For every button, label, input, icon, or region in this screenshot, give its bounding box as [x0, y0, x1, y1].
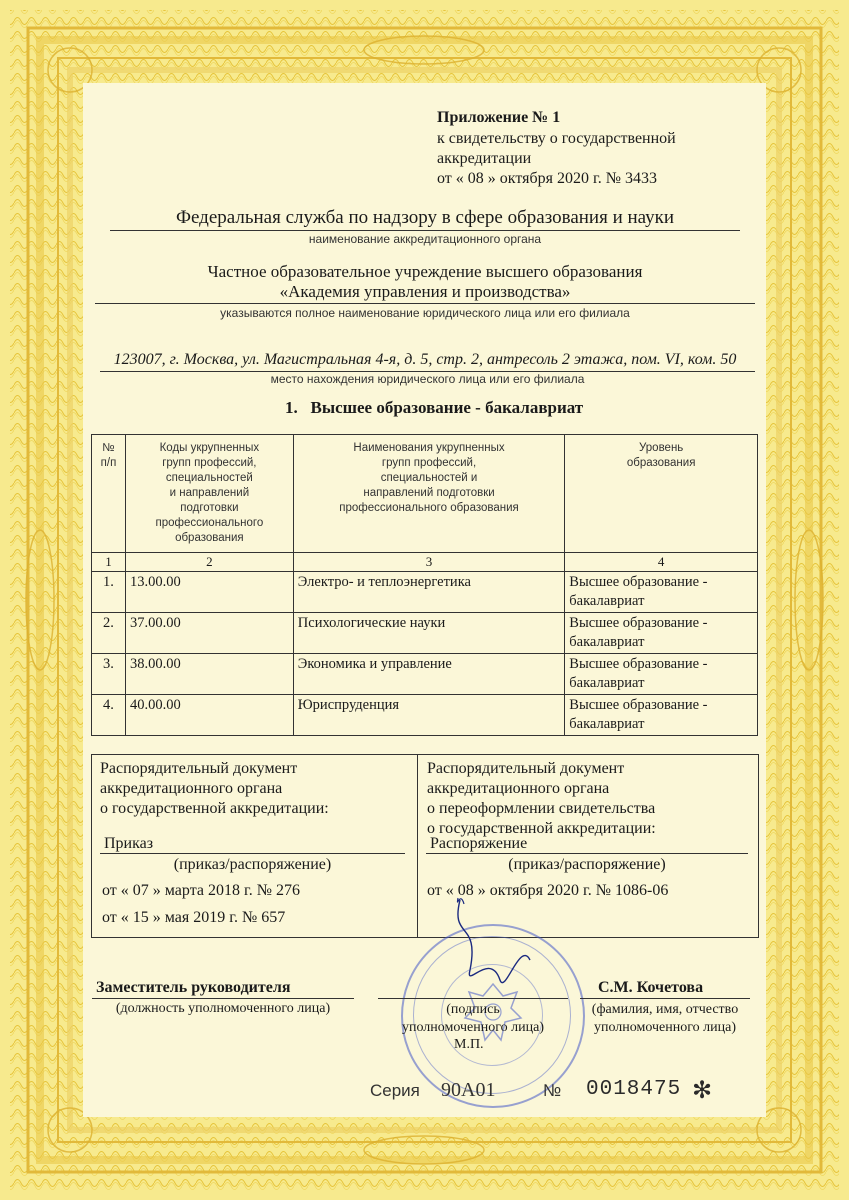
left-order-type: Приказ: [104, 835, 154, 852]
organization-line-2: «Академия управления и производства»: [279, 282, 571, 301]
table-row: [92, 654, 758, 695]
organization-line-1: Частное образовательное учреждение высшего образования: [207, 262, 643, 281]
row-code: 13.00.00: [125, 572, 293, 613]
header-names: Наименования укрупненных групп профессий, специальностей и направлений подготовки профессионального образования: [293, 435, 565, 553]
right-order-type: Распоряжение: [430, 835, 528, 852]
row-level: Высшее образование - бакалавриат: [565, 695, 758, 736]
row-number: 2.: [92, 613, 126, 654]
position-caption: (должность уполномоченного лица): [115, 1001, 331, 1016]
table-row: [92, 695, 758, 736]
left-order-date-1: от « 07 » марта 2018 г. № 276: [102, 882, 300, 899]
left-order-heading: Распорядительный документ аккредитационного органа о государственной аккредитации:: [100, 760, 329, 817]
appendix-reference: [437, 129, 676, 189]
col-number: 2: [125, 553, 293, 572]
table-header-row: [92, 435, 758, 553]
row-name: Электро- и теплоэнергетика: [293, 572, 565, 613]
name-caption: (фамилия, имя, отчество уполномоченного лица): [591, 1002, 739, 1035]
series-label: Серия: [370, 1081, 420, 1100]
appendix-line-1: к свидетельству о государственной: [437, 130, 676, 147]
appendix-line-2: аккредитации: [437, 150, 532, 167]
col-number: 3: [293, 553, 565, 572]
row-number: 1.: [92, 572, 126, 613]
row-code: 40.00.00: [125, 695, 293, 736]
row-level: Высшее образование - бакалавриат: [565, 613, 758, 654]
right-order-date-1: от « 08 » октября 2020 г. № 1086-06: [427, 882, 669, 899]
table-row: [92, 572, 758, 613]
address-text: 123007, г. Москва, ул. Магистральная 4-я, д. 5, стр. 2, антресоль 2 этажа, пом. VI, ком. 50: [113, 351, 737, 368]
divider: [95, 303, 755, 304]
authority-name: Федеральная служба по надзору в сфере образования и науки: [175, 207, 675, 228]
organization-name: [95, 262, 755, 302]
seal-place-label: М.П.: [454, 1037, 484, 1052]
number-label: №: [543, 1081, 562, 1100]
row-level: Высшее образование - бакалавриат: [565, 654, 758, 695]
row-name: Юриспруденция: [293, 695, 565, 736]
appendix-line-3: от « 08 » октября 2020 г. № 3433: [437, 170, 658, 187]
series-value: 90А01: [441, 1079, 496, 1101]
row-name: Психологические науки: [293, 613, 565, 654]
divider: [417, 755, 418, 937]
divider: [580, 998, 750, 999]
row-number: 3.: [92, 654, 126, 695]
table-row: [92, 613, 758, 654]
organization-caption: указываются полное наименование юридического лица или его филиала: [220, 306, 630, 320]
col-number: 1: [92, 553, 126, 572]
signature-caption: (подпись уполномоченного лица): [402, 1002, 544, 1035]
divider: [100, 853, 405, 854]
authority-caption: наименование аккредитационного органа: [308, 232, 542, 246]
row-code: 37.00.00: [125, 613, 293, 654]
right-order-heading: Распорядительный документ аккредитационного органа о переоформлении свидетельства о государственной аккредитации:: [427, 760, 656, 837]
section-title: 1. Высшее образование - бакалавриат: [285, 398, 584, 417]
handwritten-signature: [430, 880, 550, 1010]
divider: [92, 998, 354, 999]
serial-number: 0018475: [586, 1078, 682, 1101]
right-order-caption: (приказ/распоряжение): [508, 856, 666, 873]
col-number: 4: [565, 553, 758, 572]
left-order-caption: (приказ/распоряжение): [173, 856, 332, 873]
left-order-date-2: от « 15 » мая 2019 г. № 657: [102, 909, 286, 926]
appendix-title: Приложение № 1: [437, 109, 561, 126]
signer-name: С.М. Кочетова: [598, 979, 704, 996]
row-name: Экономика и управление: [293, 654, 565, 695]
signer-position: Заместитель руководителя: [96, 979, 291, 996]
row-number: 4.: [92, 695, 126, 736]
header-number: № п/п: [92, 435, 126, 553]
column-number-row: [92, 553, 758, 572]
header-codes: Коды укрупненных групп профессий, специальностей и направлений подготовки профессионального образования: [125, 435, 293, 553]
programs-table: [91, 434, 758, 736]
row-level: Высшее образование - бакалавриат: [565, 572, 758, 613]
orders-block: [91, 754, 759, 938]
row-code: 38.00.00: [125, 654, 293, 695]
asterisk-mark: ✻: [692, 1078, 713, 1104]
address-caption: место нахождения юридического лица или его филиала: [270, 372, 585, 386]
divider: [426, 853, 748, 854]
divider: [110, 230, 740, 231]
header-level: Уровень образования: [565, 435, 758, 553]
